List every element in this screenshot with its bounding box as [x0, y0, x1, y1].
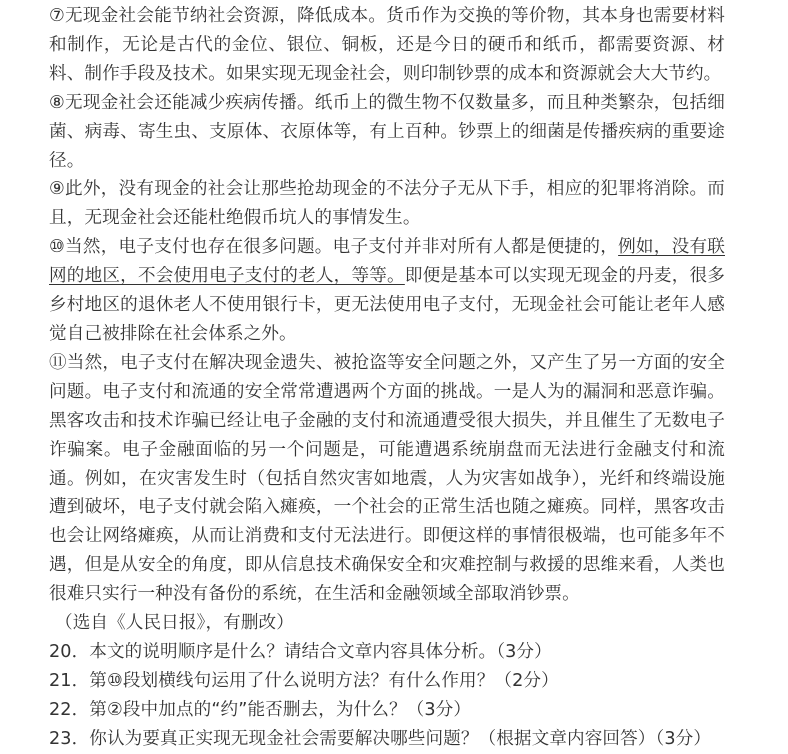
question-21: 21．第⑩段划横线句运用了什么说明方法？有什么作用？（2分） [49, 670, 559, 691]
paragraph-10-text-after: 即便是基本可以实现无现金的丹麦，很多乡村地区的退休老人不使用银行卡，更无法使用电子支付，无现金社会可能让老年人感觉自己被排除在社会体系之外。 [49, 266, 725, 344]
question-23: 23．你认为要真正实现无现金社会需要解决哪些问题？（根据文章内容回答）（3分） [49, 728, 712, 749]
paragraph-10 [49, 233, 725, 349]
exam-document [49, 0, 725, 754]
source-citation: （选自《人民日报》，有删改） [55, 613, 294, 634]
question-20: 20．本文的说明顺序是什么？请结合文章内容具体分析。（3分） [49, 641, 552, 662]
paragraph-10-text-before: ⑩当然，电子支付也存在很多问题。电子支付并非对所有人都是便捷的， [49, 237, 619, 258]
question-22: 22．第②段中加点的“约”能否删去，为什么？（3分） [49, 699, 472, 720]
paragraph-8: ⑧无现金社会还能减少疾病传播。纸币上的微生物不仅数量多，而且种类繁杂，包括细菌、病毒、寄生虫、支原体、衣原体等，有上百种。钞票上的细菌是传播疾病的重要途径。 [49, 92, 725, 171]
paragraph-11: ⑪当然，电子支付在解决现金遗失、被抢盗等安全问题之外，又产生了另一方面的安全问题。电子支付和流通的安全常常遭遇两个方面的挑战。一是人为的漏洞和恶意诈骗。黑客攻击和技术诈骗已经让电子金融的支付和流通遭受很大损失，并且催生了无数电子诈骗案。电子金融面临的另一个问题是，可能遭遇系统崩盘而无法进行金融支付和流通。例如，在灾害发生时（包括自然灾害如地震，人为灾害如战争），光纤和终端设施遭到破坏，电子支付就会陷入瘫痪，一个社会的正常生活也随之瘫痪。同样，黑客攻击也会让网络瘫痪，从而让消费和支付无法进行。即便这样的事情很极端，也可能多年不遇，但是从安全的角度，即从信息技术确保安全和灾难控制与救援的思维来看，人类也很难只实行一种没有备份的系统，在生活和金融领域全部取消钞票。 [49, 352, 725, 605]
paragraph-9: ⑨此外，没有现金的社会让那些抢劫现金的不法分子无从下手，相应的犯罪将消除。而且，无现金社会还能杜绝假币坑人的事情发生。 [49, 179, 725, 229]
paragraph-7: ⑦无现金社会能节纳社会资源，降低成本。货币作为交换的等价物，其本身也需要材料和制作，无论是古代的金位、银位、铜板，还是今日的硬币和纸币，都需要资源、材料、制作手段及技术。如果实现无现金社会，则印制钞票的成本和资源就会大大节约。 [49, 6, 725, 84]
underlined-sentence: 例如，没有联网的地区，不会使用电子支付的老人，等等。 [49, 237, 725, 287]
